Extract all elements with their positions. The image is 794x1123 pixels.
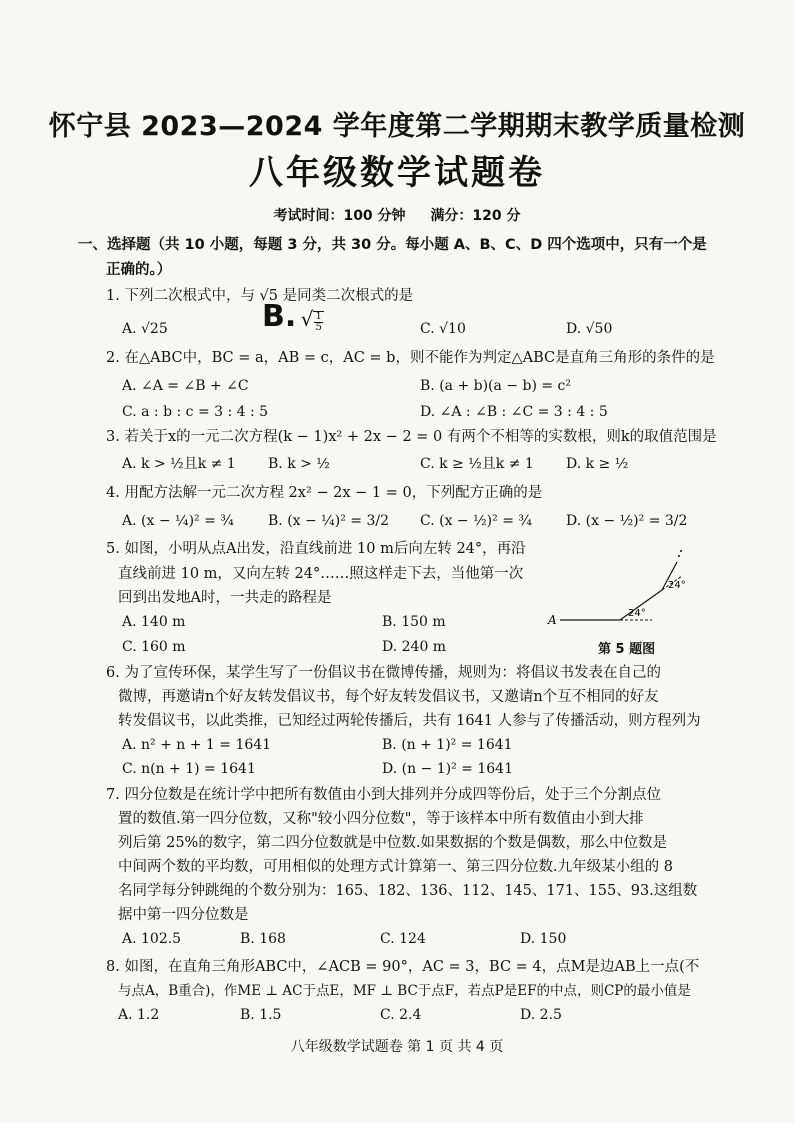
q7-option-c: C. 124 <box>380 931 426 947</box>
continuation-dot <box>680 550 682 552</box>
q2-option-b: B. (a + b)(a − b) = c² <box>420 378 571 394</box>
q1-option-b: B. √ $\frac{1}{5}$ <box>262 299 322 334</box>
q2-option-a: A. ∠A = ∠B + ∠C <box>122 378 249 394</box>
q7-option-d: D. 150 <box>520 931 567 947</box>
exam-meta <box>0 205 794 225</box>
full-score: 满分：120 分 <box>430 208 521 224</box>
q5-stem-2: 直线前进 10 m，又向左转 24°……照这样走下去，当他第一次 <box>118 566 524 582</box>
q7-option-a: A. 102.5 <box>122 931 182 947</box>
exam-subtitle: 八年级数学试题卷 <box>249 153 545 193</box>
q8-stem-1: 8. 如图，在直角三角形ABC中，∠ACB = 90°，AC = 3，BC = 4，点M是边AB上一点(不 <box>106 959 700 975</box>
q4-option-a: A. (x − ¼)² = ¾ <box>122 513 234 529</box>
point-a-label: A <box>548 613 557 627</box>
q8-option-d: D. 2.5 <box>520 1007 562 1023</box>
q2-option-d: D. ∠A : ∠B : ∠C = 3 : 4 : 5 <box>420 404 608 420</box>
q7-stem-2: 置的数值.第一四分位数，又称"较小四分位数"，等于该样本中所有数值由小到大排 <box>118 811 644 827</box>
q8-option-b: B. 1.5 <box>240 1007 282 1023</box>
q4-option-b: B. (x − ¼)² = 3/2 <box>268 513 389 529</box>
q7-stem-3: 列后第 25%的数字，第二四分位数就是中位数.如果数据的个数是偶数，那么中位数是 <box>118 835 667 851</box>
q6-option-a: A. n² + n + 1 = 1641 <box>122 737 272 753</box>
q7-stem-6: 据中第一四分位数是 <box>118 907 249 923</box>
q4-option-c: C. (x − ½)² = ¾ <box>420 513 532 529</box>
q1-option-d: D. √50 <box>566 321 613 337</box>
q2-option-c: C. a : b : c = 3 : 4 : 5 <box>122 404 269 420</box>
q5-figure-caption: 第 5 题图 <box>598 642 656 657</box>
q6-option-b: B. (n + 1)² = 1641 <box>382 737 513 753</box>
q6-stem-1: 6. 为了宣传环保，某学生写了一份倡议书在微博传播，规则为：将倡议书发表在自己的 <box>106 665 661 681</box>
q8-stem-2: 与点A，B重合)，作ME ⊥ AC于点E，MF ⊥ BC于点F，若点P是EF的中点，则CP的最小值是 <box>118 983 691 999</box>
q7-stem-5: 名同学每分钟跳绳的个数分别为：165、182、136、112、145、171、155、93.这组数 <box>118 883 698 899</box>
section-heading-cont: 正确的。） <box>106 262 172 278</box>
exam-title: 怀宁县 2023—2024 学年度第二学期期末教学质量检测 <box>48 111 746 142</box>
q1-stem: 1. 下列二次根式中，与 √5 是同类二次根式的是 <box>106 288 414 304</box>
section-heading: 一、选择题（共 10 小题，每题 3 分，共 30 分。每小题 A、B、C、D 四个选项中，只有一个是 <box>78 237 707 253</box>
q5-option-a: A. 140 m <box>122 614 186 630</box>
q6-option-d: D. (n − 1)² = 1641 <box>382 761 513 777</box>
angle-label-2: 24° <box>668 580 686 591</box>
exam-time: 考试时间：100 分钟 <box>273 208 406 224</box>
q6-option-c: C. n(n + 1) = 1641 <box>122 761 256 777</box>
q1-b-denominator: 5 <box>315 322 322 333</box>
q7-stem-1: 7. 四分位数是在统计学中把所有数值由小到大排列并分成四等份后，处于三个分割点位 <box>106 787 661 803</box>
q3-stem: 3. 若关于x的一元二次方程(k − 1)x² + 2x − 2 = 0 有两个不相等的实数根，则k的取值范围是 <box>106 429 717 445</box>
q7-option-b: B. 168 <box>240 931 286 947</box>
q3-option-a: A. k > ½且k ≠ 1 <box>122 456 236 472</box>
continuation-dot <box>678 555 680 557</box>
q5-stem-1: 5. 如图，小明从点A出发，沿直线前进 10 m后向左转 24°，再沿 <box>106 541 526 557</box>
q2-stem: 2. 在△ABC中，BC = a，AB = c，AC = b，则不能作为判定△ABC是直角三角形的条件的是 <box>106 350 715 366</box>
q4-stem: 4. 用配方法解一元二次方程 2x² − 2x − 1 = 0，下列配方正确的是 <box>106 485 543 501</box>
q6-stem-3: 转发倡议书，以此类推，已知经过两轮传播后，共有 1641 人参与了传播活动，则方程列为 <box>118 713 701 729</box>
q4-option-d: D. (x − ½)² = 3/2 <box>566 513 688 529</box>
q3-option-d: D. k ≥ ½ <box>566 456 629 472</box>
q3-option-b: B. k > ½ <box>268 456 330 472</box>
q8-option-c: C. 2.4 <box>380 1007 422 1023</box>
q1-option-b-letter: B. <box>262 299 297 334</box>
q8-option-a: A. 1.2 <box>118 1007 160 1023</box>
q7-stem-4: 中间两个数的平均数，可用相似的处理方式计算第一、第三四分位数.九年级某小组的 8 <box>118 859 673 875</box>
q5-option-d: D. 240 m <box>382 639 447 655</box>
q5-stem-3: 回到出发地A时，一共走的路程是 <box>118 590 332 606</box>
page-footer: 八年级数学试题卷 第 1 页 共 4 页 <box>290 1039 504 1055</box>
q1-b-numerator: 1 <box>315 311 322 322</box>
q1-option-c: C. √10 <box>420 321 466 337</box>
angle-label-1: 24° <box>628 608 646 619</box>
q1-option-a: A. √25 <box>122 321 168 337</box>
q6-stem-2: 微博，再邀请n个好友转发倡议书，每个好友转发倡议书，又邀请n个互不相同的好友 <box>118 689 659 705</box>
q5-option-c: C. 160 m <box>122 639 186 655</box>
q1-option-b-fraction <box>313 311 323 333</box>
q5-option-b: B. 150 m <box>382 614 446 630</box>
q3-option-c: C. k ≥ ½且k ≠ 1 <box>420 456 534 472</box>
